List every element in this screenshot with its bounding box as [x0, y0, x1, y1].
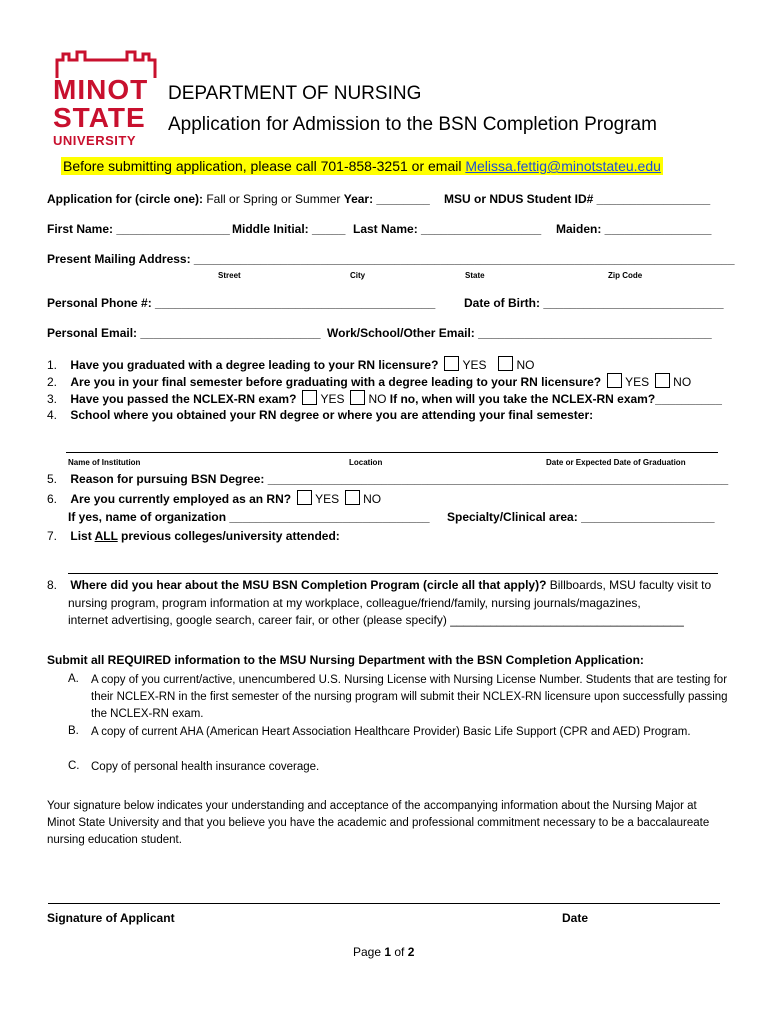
specialty-field[interactable]: Specialty/Clinical area: ____________________	[447, 510, 715, 524]
q6-yes-checkbox[interactable]	[297, 490, 312, 505]
school-entry-line[interactable]	[66, 452, 718, 453]
item-a-text: A copy of you current/active, unencumbered U.S. Nursing License with Nursing License Number. Students that are testing for their NCLEX-RN in the first semester of the nursing program will submit their NCLEX-RN licensure upon successfully passing the NCLEX-RN exam.	[91, 674, 728, 720]
question-2-text: Are you in your final semester before graduating with a degree leading to your RN licensure?	[70, 375, 602, 389]
organization-field[interactable]: If yes, name of organization ______________________________	[68, 510, 430, 524]
signature-statement: Your signature below indicates your understanding and acceptance of the accompanying information about the Nursing Major at Minot State University and that you believe you have the academic and professional commitment necessary to be a baccalaureate nursing education student.	[47, 800, 710, 846]
question-5: 5. Reason for pursuing BSN Degree: _____________________________________________________________________	[47, 472, 729, 486]
logo-university: UNIVERSITY	[53, 133, 137, 148]
work-email-field[interactable]: Work/School/Other Email: ___________________________________	[327, 326, 712, 340]
maiden-field[interactable]: Maiden: ________________	[556, 222, 712, 236]
question-3: 3. Have you passed the NCLEX-RN exam? YES NO If no, when will you take the NCLEX-RN exam?__________	[47, 392, 722, 406]
year-field[interactable]: Year: ________	[343, 192, 430, 206]
application-for-label: Application for (circle one):	[47, 192, 204, 206]
location-caption: Location	[349, 458, 383, 467]
item-b-text: A copy of current AHA (American Heart Association Healthcare Provider) Basic Life Support (CPR and AED) Program.	[91, 726, 691, 738]
page-number: Page 1 of 2	[353, 945, 415, 959]
q2-no-checkbox[interactable]	[655, 373, 670, 388]
street-caption: Street	[218, 271, 241, 280]
q8-options-line2[interactable]: nursing program, program information at my workplace, colleague/friend/family, nursing journals/magazines,	[68, 596, 641, 610]
question-1-text: Have you graduated with a degree leading to your RN licensure?	[70, 358, 439, 372]
q1-yes-checkbox[interactable]	[444, 356, 459, 371]
question-4-text: School where you obtained your RN degree or where you are attending your final semester:	[70, 408, 594, 422]
item-c-label: C.	[68, 760, 80, 772]
colleges-entry-line[interactable]	[68, 573, 718, 574]
logo-state: STATE	[53, 102, 146, 133]
item-c-text: Copy of personal health insurance coverage.	[91, 761, 320, 773]
signature-label: Signature of Applicant	[47, 911, 175, 925]
term-options[interactable]: Fall or Spring or Summer	[203, 192, 344, 206]
personal-email-field[interactable]: Personal Email: ___________________________	[47, 326, 321, 340]
item-a-label: A.	[68, 673, 79, 685]
signature-line[interactable]	[48, 903, 720, 904]
q1-no-checkbox[interactable]	[498, 356, 513, 371]
state-caption: State	[465, 271, 485, 280]
logo-minot: MINOT	[53, 74, 149, 105]
q8-options-line1[interactable]: Billboards, MSU faculty visit to	[546, 578, 712, 592]
notice-text: Before submitting application, please call 701-858-3251 or email	[63, 158, 466, 174]
question-1: 1. Have you graduated with a degree leading to your RN licensure? YES NO	[47, 358, 535, 372]
question-3-text: Have you passed the NCLEX-RN exam?	[70, 392, 297, 406]
institution-caption: Name of Institution	[68, 458, 141, 467]
q3-no-checkbox[interactable]	[350, 390, 365, 405]
date-of-birth-field[interactable]: Date of Birth: ___________________________	[464, 296, 724, 310]
question-8-text: Where did you hear about the MSU BSN Completion Program (circle all that apply)?	[70, 578, 547, 592]
application-term-row	[47, 192, 430, 206]
personal-phone-field[interactable]: Personal Phone #: __________________________________________	[47, 296, 436, 310]
city-caption: City	[350, 271, 366, 280]
zip-caption: Zip Code	[608, 271, 643, 280]
item-b-label: B.	[68, 725, 79, 737]
q3-yes-checkbox[interactable]	[302, 390, 317, 405]
email-link[interactable]: Melissa.fettig@minotstateu.edu	[465, 158, 661, 174]
date-label: Date	[562, 911, 589, 925]
last-name-field[interactable]: Last Name: __________________	[353, 222, 542, 236]
mailing-address-field[interactable]: Present Mailing Address: _________________________________________________________________________________	[47, 252, 735, 266]
department-title: DEPARTMENT OF NURSING	[168, 83, 422, 104]
notice-banner	[61, 157, 663, 175]
question-6: 6. Are you currently employed as an RN? YES NO	[47, 492, 382, 506]
student-id-field[interactable]: MSU or NDUS Student ID# _________________	[444, 192, 711, 206]
question-2: 2. Are you in your final semester before graduating with a degree leading to your RN licensure? YES NO	[47, 375, 692, 389]
question-8: 8. Where did you hear about the MSU BSN Completion Program (circle all that apply)? Billboards, MSU faculty visit to	[47, 578, 712, 592]
q8-options-line3[interactable]: internet advertising, google search, career fair, or other (please specify) ___________________________________	[68, 613, 684, 627]
q2-yes-checkbox[interactable]	[607, 373, 622, 388]
q6-no-checkbox[interactable]	[345, 490, 360, 505]
nclex-date-field[interactable]: If no, when will you take the NCLEX-RN exam?__________	[389, 392, 722, 406]
graduation-date-caption: Date or Expected Date of Graduation	[546, 458, 686, 467]
submit-heading: Submit all REQUIRED information to the MSU Nursing Department with the BSN Completion Application:	[47, 653, 644, 667]
middle-initial-field[interactable]: Middle Initial: _____	[232, 222, 346, 236]
question-4: 4. School where you obtained your RN degree or where you are attending your final semester:	[47, 408, 594, 422]
question-6-text: Are you currently employed as an RN?	[70, 492, 292, 506]
question-7: 7. List ALL previous colleges/university attended:	[47, 529, 340, 543]
form-title: Application for Admission to the BSN Completion Program	[168, 114, 657, 135]
first-name-field[interactable]: First Name: _________________	[47, 222, 230, 236]
bsn-reason-field[interactable]: Reason for pursuing BSN Degree: _____________________________________________________________________	[70, 472, 729, 486]
